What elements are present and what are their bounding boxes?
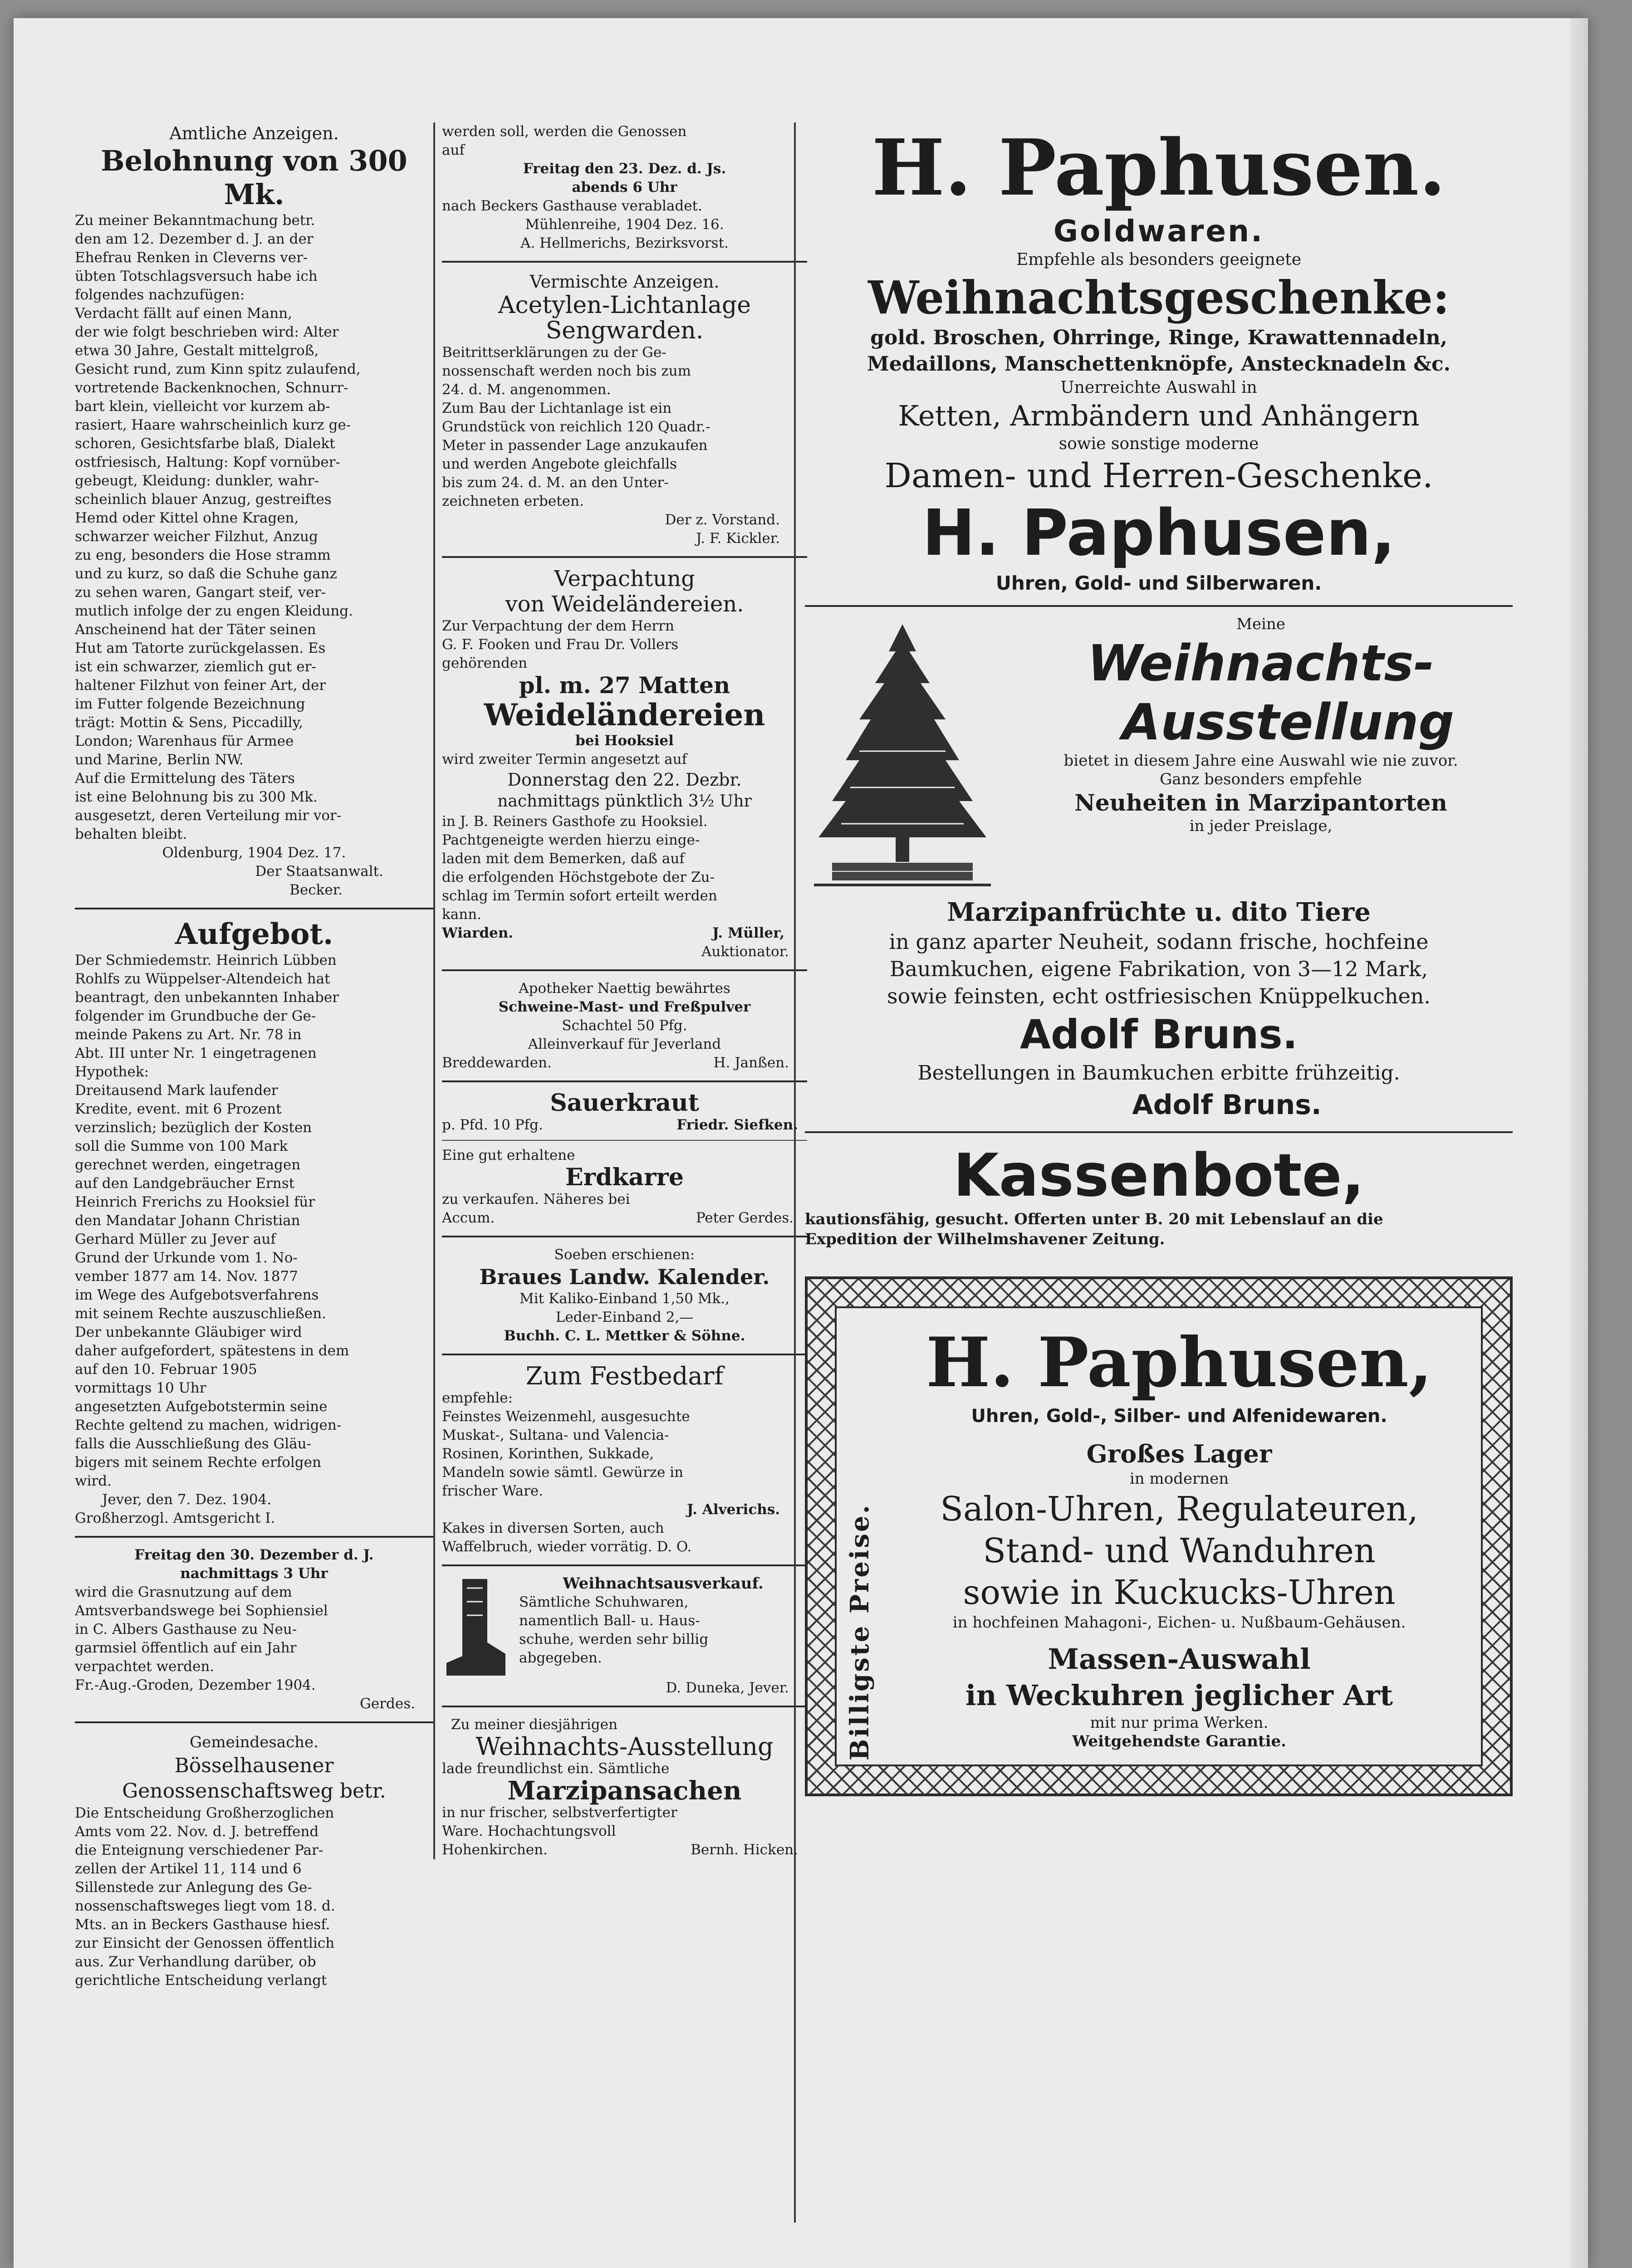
text-line: Zur Verpachtung der dem Herrn — [442, 618, 674, 634]
ad-title: Weihnachts- — [1087, 634, 1435, 692]
signature: J. F. Kickler. — [696, 530, 780, 547]
text-line: beantragt, den unbekannten Inhaber — [75, 989, 339, 1006]
ad-text: Ware. Hochachtungsvoll — [442, 1823, 616, 1839]
text-line: Sämtliche Schuhwaren, — [519, 1594, 689, 1610]
text-line: bis zum 24. d. M. an den Unter- — [442, 474, 669, 491]
text-line: Muskat-, Sultana- und Valencia- — [442, 1427, 669, 1443]
ad-acetylen — [442, 271, 807, 548]
text-line: ist eine Belohnung bis zu 300 Mk. — [75, 789, 318, 805]
text-line: aus. Zur Verhandlung darüber, ob — [75, 1954, 316, 1970]
signature: Großherzogl. Amtsgericht I. — [75, 1510, 275, 1526]
ad-bruns-weihnachtsausstellung — [805, 615, 1513, 1123]
ad-headline: Massen-Auswahl — [1048, 1642, 1311, 1676]
text-line: frischer Ware. — [442, 1483, 544, 1499]
ad-text: in nur frischer, selbstverfertigter — [442, 1804, 677, 1821]
ad-text — [75, 951, 433, 1491]
column-3 — [794, 122, 1513, 2223]
ad-title: H. Paphusen, — [926, 1323, 1433, 1403]
text-line: Amtsverbandswege bei Sophiensiel — [75, 1603, 328, 1619]
signature: Friedr. Siefken. — [676, 1117, 798, 1133]
ad-headline: Weideländereien — [484, 697, 765, 733]
place: Breddewarden. — [442, 1055, 552, 1071]
text-line: vormittags 10 Uhr — [75, 1380, 206, 1396]
text-line: folgender im Grundbuche der Ge- — [75, 1008, 316, 1024]
signature-row — [442, 1209, 807, 1227]
ad-belohnung — [75, 122, 433, 899]
ad-title: Verpachtung — [554, 566, 695, 591]
side-label: Billigste Preise. — [845, 1503, 875, 1761]
text-line: soll die Summe von 100 Mark — [75, 1138, 288, 1154]
text-line: im Wege des Aufgebotsverfahrens — [75, 1287, 319, 1303]
ad-title: H. Paphusen. — [872, 122, 1446, 213]
ad-text: Schachtel 50 Pfg. — [562, 1017, 687, 1034]
ad-text: mit nur prima Werken. — [1090, 1714, 1269, 1732]
signature: Der Staatsanwalt. — [255, 863, 383, 880]
text-line: Der unbekannte Gläubiger wird — [75, 1324, 302, 1340]
ad-title: Zum Festbedarf — [525, 1362, 724, 1390]
text-line: auf den Landgebräucher Ernst — [75, 1175, 295, 1192]
text-line: haltener Filzhut von feiner Art, der — [75, 677, 326, 694]
ad-title: Ausstellung — [1122, 693, 1455, 751]
place: Wiarden. — [442, 925, 514, 941]
text-line: gerechnet werden, eingetragen — [75, 1157, 301, 1173]
ad-text: in modernen — [1129, 1470, 1229, 1488]
section-header: Amtliche Anzeigen. — [169, 123, 339, 143]
text-line: Rohlfs zu Wüppelser-Altendeich hat — [75, 971, 330, 987]
signature-row — [442, 1841, 807, 1859]
signature: H. Janßen. — [713, 1055, 789, 1071]
ad-text: Expedition der Wilhelmshavener Zeitung. — [805, 1230, 1165, 1248]
text-line: gehörenden — [442, 655, 528, 671]
text-line: Zu meiner Bekanntmachung betr. — [75, 212, 315, 229]
column-1 — [75, 122, 433, 1990]
ad-text — [442, 197, 807, 215]
ad-headline: Ketten, Armbändern und Anhängern — [898, 399, 1420, 432]
ad-paphusen-uhren — [835, 1306, 1483, 1766]
ad-headline: Damen- und Herren-Geschenke. — [884, 456, 1433, 495]
text-line: trägt: Mottin & Sens, Piccadilly, — [75, 714, 303, 731]
ad-mastpulver — [442, 979, 807, 1072]
text-line: ausgesetzt, deren Verteilung mir vor- — [75, 807, 342, 824]
page-edge — [1570, 18, 1588, 2268]
ad-paphusen-uhren-frame — [805, 1276, 1513, 1796]
price: Mit Kaliko-Einband 1,50 Mk., — [519, 1290, 730, 1307]
text-line: Grundstück von reichlich 120 Quadr.- — [442, 419, 711, 435]
text-line: schlag im Termin sofort erteilt werden — [442, 888, 717, 904]
text-line: garmsiel öffentlich auf ein Jahr — [75, 1640, 297, 1656]
ad-title: Sauerkraut — [550, 1089, 699, 1117]
ad-text: zu verkaufen. Näheres bei — [442, 1191, 630, 1207]
text-line: meinde Pakens zu Art. Nr. 78 in — [75, 1026, 302, 1043]
text-line: gebeugt, Kleidung: dunkler, wahr- — [75, 473, 319, 489]
ad-title: Aufgebot. — [175, 917, 333, 951]
ad-text: Apotheker Naettig bewährtes — [519, 980, 730, 997]
text-line: wird die Grasnutzung auf dem — [75, 1584, 292, 1600]
ad-time: abends 6 Uhr — [572, 179, 677, 196]
text-line: Rechte geltend zu machen, widrigen- — [75, 1417, 342, 1433]
text-line: schwarzer weicher Filzhut, Anzug — [75, 528, 318, 545]
text-line: G. F. Fooken und Frau Dr. Vollers — [442, 636, 679, 653]
place-date: Fr.-Aug.-Groden, Dezember 1904. — [75, 1677, 316, 1693]
text-line: mit seinem Rechte auszuschließen. — [75, 1305, 326, 1322]
newspaper-page — [14, 18, 1588, 2268]
text-line: Kredite, event. mit 6 Prozent — [75, 1101, 282, 1117]
ad-text: in ganz aparter Neuheit, sodann frische, hochfeine — [889, 929, 1429, 954]
ad-text: sowie feinsten, echt ostfriesischen Knüppelkuchen. — [887, 984, 1431, 1008]
ad-genossenschaftsweg — [75, 1731, 433, 1990]
ad-title: Erdkarre — [565, 1163, 684, 1191]
ad-subtitle: bei Hooksiel — [575, 733, 674, 749]
text-line: vortretende Backenknochen, Schnurr- — [75, 380, 348, 396]
signature: J. Alverichs. — [686, 1501, 780, 1518]
text-line: verpachtet werden. — [75, 1658, 215, 1675]
ad-subtitle: Uhren, Gold- und Silberwaren. — [995, 572, 1322, 594]
ad-text — [75, 1804, 433, 1990]
text-line: gerichtliche Entscheidung verlangt — [75, 1972, 327, 1989]
ad-time: nachmittags 3 Uhr — [180, 1565, 328, 1582]
text-line: zeichneten erbeten. — [442, 493, 584, 509]
ad-title: Sengwarden. — [545, 317, 704, 344]
text-line: und Marine, Berlin NW. — [75, 752, 244, 768]
ad-headline: Marzipansachen — [507, 1776, 742, 1806]
ad-text: Eine gut erhaltene — [442, 1147, 575, 1163]
ad-signature: Adolf Bruns. — [1132, 1089, 1322, 1121]
text-line: empfehle: — [442, 1390, 513, 1406]
text-line: bart klein, vielleicht vor kurzem ab- — [75, 398, 330, 415]
text-line: zu eng, besonders die Hose stramm — [75, 547, 331, 563]
text-line: kann. — [442, 906, 482, 923]
ad-text: in jeder Preislage, — [1189, 817, 1333, 835]
ad-text: Kakes in diversen Sorten, auch — [442, 1520, 664, 1536]
signature-row — [442, 1054, 807, 1072]
text-line: bigers mit seinem Rechte erfolgen — [75, 1454, 321, 1471]
signature-row — [442, 924, 807, 943]
signature: Der z. Vorstand. — [665, 512, 780, 528]
text-line: Hemd oder Kittel ohne Kragen, — [75, 510, 299, 526]
ad-headline: Neuheiten in Marzipantorten — [1074, 789, 1447, 816]
price: Leder-Einband 2,— — [555, 1309, 694, 1325]
christmas-tree-icon — [805, 615, 1000, 896]
ad-text — [75, 1583, 433, 1676]
text-line: Rosinen, Korinthen, Sukkade, — [442, 1446, 654, 1462]
signature: Auktionator. — [701, 943, 789, 960]
text-line: wird. — [75, 1473, 112, 1489]
ad-text: Meine — [1236, 615, 1285, 633]
text-line: Gesicht rund, zum Kinn spitz zulaufend, — [75, 361, 361, 377]
ad-title: Kassenbote, — [953, 1141, 1364, 1210]
signature: A. Hellmerichs, Bezirksvorst. — [520, 235, 729, 251]
ad-text — [75, 211, 433, 844]
ad-headline: Großes Lager — [1086, 1439, 1272, 1468]
ad-text: sowie sonstige moderne — [1059, 435, 1259, 453]
text-line: nach Beckers Gasthause verabladet. — [442, 198, 702, 214]
text-line: Pachtgeneigte werden hierzu einge- — [442, 832, 700, 848]
ad-headline: Stand- und Wanduhren — [983, 1531, 1376, 1570]
ad-text: Soeben erschienen: — [554, 1246, 695, 1263]
text-line: namentlich Ball- u. Haus- — [519, 1613, 700, 1629]
text-line: wird zweiter Termin angesetzt auf — [442, 751, 687, 767]
ad-weihnachtsausstellung-hicken — [442, 1716, 807, 1859]
ad-sauerkraut — [442, 1090, 807, 1134]
text-line: mutlich infolge der zu engen Kleidung. — [75, 603, 353, 619]
text-line: und werden Angebote gleichfalls — [442, 456, 677, 472]
text-line: Meter in passender Lage anzukaufen — [442, 437, 708, 454]
signature: Peter Gerdes. — [696, 1210, 794, 1226]
place-date: Oldenburg, 1904 Dez. 17. — [162, 845, 346, 861]
text-line: Amts vom 22. Nov. d. J. betreffend — [75, 1823, 319, 1840]
text-line: Abt. III unter Nr. 1 eingetragenen — [75, 1045, 317, 1061]
text-line: Ehefrau Renken in Cleverns ver- — [75, 249, 308, 266]
ad-title: H. Paphusen, — [922, 496, 1396, 570]
ad-text: Baumkuchen, eigene Fabrikation, von 3—12 Mark, — [889, 957, 1428, 981]
text-line: angesetzten Aufgebotstermin seine — [75, 1398, 328, 1415]
text-line: zur Einsicht der Genossen öffentlich — [75, 1935, 335, 1951]
signature: Buchh. C. L. Mettker & Söhne. — [504, 1328, 745, 1344]
ad-paphusen-goldwaren — [805, 122, 1513, 597]
ad-text: Zu meiner diesjährigen — [451, 1716, 618, 1733]
text-line: Mts. an in Beckers Gasthause hiesf. — [75, 1916, 330, 1933]
text-line: abgegeben. — [519, 1650, 602, 1666]
text-line: Mandeln sowie sämtl. Gewürze in — [442, 1464, 684, 1481]
text-line: daher aufgefordert, spätestens in dem — [75, 1343, 349, 1359]
text-line: Die Entscheidung Großherzoglichen — [75, 1805, 334, 1821]
ad-headline: Salon-Uhren, Regulateuren, — [940, 1490, 1418, 1529]
text-line: scheinlich blauer Anzug, gestreiftes — [75, 491, 332, 508]
ad-title: von Weideländereien. — [505, 591, 744, 617]
ad-text: Empfehle als besonders geeignete — [1016, 250, 1302, 269]
ad-festbedarf — [442, 1364, 807, 1556]
ad-headline: pl. m. 27 Matten — [519, 672, 730, 699]
text-line: Feinstes Weizenmehl, ausgesuchte — [442, 1408, 690, 1425]
text-line: den am 12. Dezember d. J. an der — [75, 231, 314, 247]
text-line: schoren, Gesichtsfarbe blaß, Dialekt — [75, 435, 335, 452]
ad-text: Weitgehendste Garantie. — [1072, 1732, 1287, 1750]
signature: Becker. — [289, 882, 343, 898]
place: Hohenkirchen. — [442, 1842, 548, 1858]
text-line: Auf die Ermittelung des Täters — [75, 770, 295, 787]
signature: Bernh. Hicken. — [691, 1842, 798, 1858]
section-header: Gemeindesache. — [190, 1733, 319, 1751]
ad-text: in hochfeinen Mahagoni-, Eichen- u. Nußbaum-Gehäusen. — [952, 1613, 1406, 1632]
text-line: in C. Albers Gasthause zu Neu- — [75, 1621, 297, 1637]
ad-text: Waffelbruch, wieder vorrätig. D. O. — [442, 1539, 692, 1555]
ad-subtitle: Uhren, Gold-, Silber- und Alfenidewaren. — [971, 1406, 1387, 1427]
text-line: Beitrittserklärungen zu der Ge- — [442, 344, 667, 361]
ad-title: Acetylen-Lichtanlage — [498, 292, 751, 319]
text-line: Hut am Tatorte zurückgelassen. Es — [75, 640, 326, 656]
text-line: etwa 30 Jahre, Gestalt mittelgroß, — [75, 342, 319, 359]
place-date: Mühlenreihe, 1904 Dez. 16. — [525, 216, 724, 233]
ad-title: Weihnachts-Ausstellung — [475, 1732, 774, 1761]
text-line: zellen der Artikel 11, 114 und 6 — [75, 1861, 302, 1877]
ad-genossen-versammlung — [442, 122, 807, 253]
ad-schuhwaren — [442, 1574, 807, 1679]
column-2 — [433, 122, 807, 1859]
text-line: auf — [442, 142, 465, 158]
text-line: werden soll, werden die Genossen — [442, 123, 687, 140]
ad-headline: in Weckuhren jeglicher Art — [965, 1679, 1393, 1712]
text-line: vember 1877 am 14. Nov. 1877 — [75, 1268, 298, 1285]
ad-subtitle: Goldwaren. — [1053, 214, 1264, 249]
text-line: Heinrich Frerichs zu Hooksiel für — [75, 1194, 315, 1210]
ad-items: gold. Broschen, Ohrringe, Ringe, Krawattennadeln, — [870, 326, 1447, 349]
boot-icon — [442, 1574, 510, 1679]
text-line: verzinslich; bezüglich der Kosten — [75, 1119, 312, 1136]
text-line: Der Schmiedemstr. Heinrich Lübben — [75, 952, 337, 968]
ad-kassenbote — [805, 1141, 1513, 1249]
ad-title: Genossenschaftsweg betr. — [122, 1779, 386, 1803]
text-line: zu sehen waren, Gangart steif, ver- — [75, 584, 326, 601]
signature: Gerdes. — [360, 1696, 415, 1712]
text-line: 24. d. M. angenommen. — [442, 381, 611, 398]
text-line: die Enteignung verschiedener Par- — [75, 1842, 323, 1858]
text-line: Verdacht fällt auf einen Mann, — [75, 305, 292, 322]
ad-text — [442, 750, 807, 769]
text-line: auf den 10. Februar 1905 — [75, 1361, 257, 1378]
ad-text — [442, 1389, 807, 1501]
ad-text — [519, 1593, 807, 1667]
ad-time: nachmittags pünktlich 3½ Uhr — [497, 792, 752, 811]
ad-text — [442, 617, 807, 673]
text-line: folgendes nachzufügen: — [75, 287, 245, 303]
ad-text: Unerreichte Auswahl in — [1060, 378, 1257, 397]
ad-title: Bösselhausener — [174, 1754, 334, 1777]
text-line: rasiert, Haare wahrscheinlich kurz ge- — [75, 417, 351, 433]
ad-text: Alleinverkauf für Jeverland — [528, 1036, 721, 1052]
ad-text — [442, 343, 807, 511]
ad-text — [442, 122, 807, 160]
text-line: Grund der Urkunde vom 1. No- — [75, 1250, 298, 1266]
place-date: Jever, den 7. Dez. 1904. — [102, 1491, 272, 1508]
ad-title: Braues Landw. Kalender. — [479, 1265, 770, 1289]
ad-title: Weihnachtsausverkauf. — [563, 1574, 764, 1593]
text-line: Dreitausend Mark laufender — [75, 1082, 278, 1099]
ad-headline: Weihnachtsgeschenke: — [868, 271, 1450, 324]
ad-title: Belohnung von 300 Mk. — [101, 144, 407, 211]
ad-grasnutzung — [75, 1546, 433, 1713]
text-line: schuhe, werden sehr billig — [519, 1631, 709, 1647]
text-line: den Mandatar Johann Christian — [75, 1212, 300, 1229]
text-line: Hypothek: — [75, 1064, 149, 1080]
ad-erdkarre — [442, 1146, 807, 1227]
ad-kalender — [442, 1246, 807, 1345]
ad-text: Bestellungen in Baumkuchen erbitte frühzeitig. — [917, 1061, 1400, 1085]
text-line: in J. B. Reiners Gasthofe zu Hooksiel. — [442, 813, 708, 830]
ad-text — [442, 812, 807, 924]
ad-items: Medaillons, Manschettenknöpfe, Anstecknadeln &c. — [867, 352, 1451, 376]
signature: J. Müller, — [712, 925, 784, 941]
ad-date: Freitag den 30. Dezember d. J. — [134, 1547, 374, 1563]
section-header: Vermischte Anzeigen. — [529, 272, 720, 292]
text-line: ist ein schwarzer, ziemlich gut er- — [75, 659, 316, 675]
ad-headline: sowie in Kuckucks-Uhren — [963, 1573, 1396, 1612]
text-line: behalten bleibt. — [75, 826, 187, 842]
text-line: falls die Ausschließung des Gläu- — [75, 1436, 312, 1452]
text-line: laden mit dem Bemerken, daß auf — [442, 850, 685, 867]
ad-text: lade freundlichst ein. Sämtliche — [442, 1760, 670, 1777]
text-line: der wie folgt beschrieben wird: Alter — [75, 324, 339, 340]
ad-text: Ganz besonders empfehle — [1160, 770, 1362, 788]
text-line: Anscheinend hat der Täter seinen — [75, 621, 316, 638]
text-line: übten Totschlagsversuch habe ich — [75, 268, 318, 284]
text-line: Zum Bau der Lichtanlage ist ein — [442, 400, 672, 416]
ad-date: Freitag den 23. Dez. d. Js. — [523, 161, 726, 177]
text-line: nossenschaft werden noch bis zum — [442, 363, 691, 379]
price: p. Pfd. 10 Pfg. — [442, 1117, 543, 1133]
text-line: ostfriesisch, Haltung: Kopf vornüber- — [75, 454, 340, 470]
text-line: London; Warenhaus für Armee — [75, 733, 294, 749]
ad-date: Donnerstag den 22. Dezbr. — [507, 770, 742, 790]
ad-headline: Marzipanfrüchte u. dito Tiere — [947, 897, 1371, 927]
place: Accum. — [442, 1210, 495, 1226]
text-line: im Futter folgende Bezeichnung — [75, 696, 305, 712]
text-line: Sillenstede zur Anlegung des Ge- — [75, 1879, 312, 1896]
text-line: Gerhard Müller zu Jever auf — [75, 1231, 276, 1247]
ad-aufgebot — [75, 918, 433, 1528]
ad-text: bietet in diesem Jahre eine Auswahl wie nie zuvor. — [1063, 752, 1458, 770]
ad-title: Adolf Bruns. — [1019, 1011, 1298, 1058]
ad-verpachtung — [442, 566, 807, 961]
price-row — [442, 1116, 807, 1134]
text-line: die erfolgenden Höchstgebote der Zu- — [442, 869, 715, 885]
text-line: nossenschaftsweges liegt vom 18. d. — [75, 1898, 335, 1914]
ad-text: kautionsfähig, gesucht. Offerten unter B. 20 mit Lebenslauf an die — [805, 1210, 1383, 1228]
signature: D. Duneka, Jever. — [666, 1680, 789, 1696]
text-line: und zu kurz, so daß die Schuhe ganz — [75, 566, 337, 582]
ad-product: Schweine-Mast- und Freßpulver — [498, 999, 751, 1015]
